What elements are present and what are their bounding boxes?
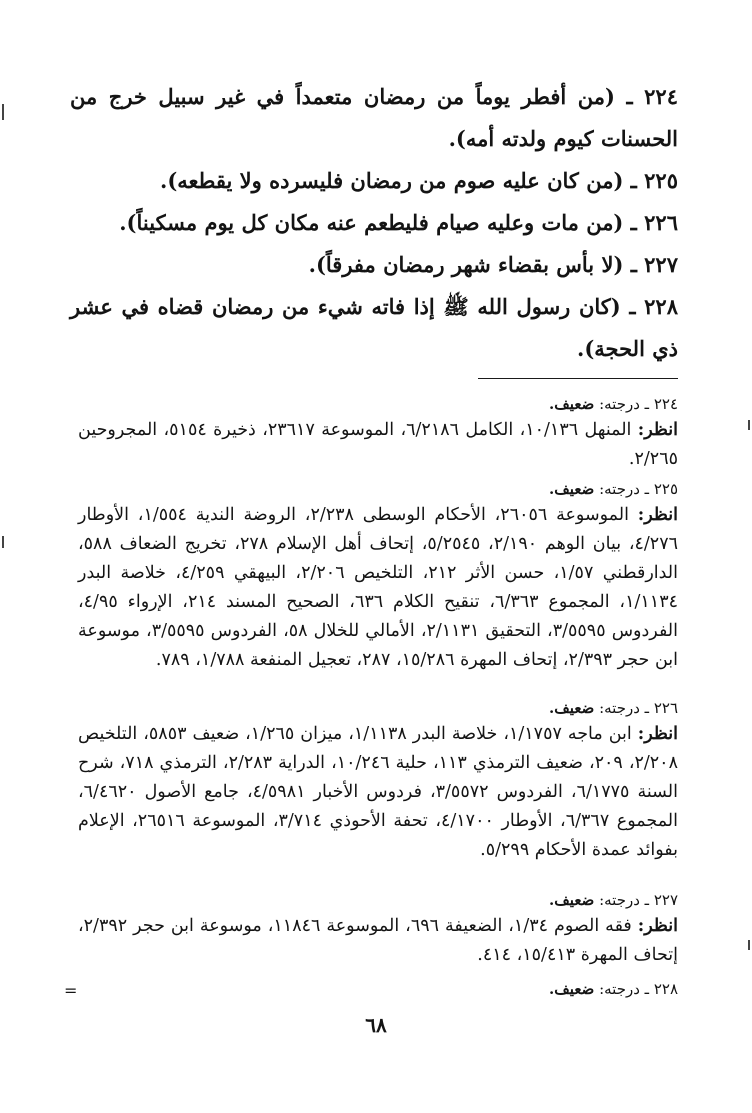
hadith-224: ٢٢٤ ـ (من أفطر يوماً من رمضان متعمداً في غير سبيل خرج من الحسنات كيوم ولدته أمه).: [70, 84, 678, 151]
page-number: ٦٨: [365, 1013, 387, 1037]
footnote-227-grade: ٢٢٧ ـ درجته: ضعيف.: [549, 891, 678, 909]
footnote-228-grade: ٢٢٨ ـ درجته: ضعيف.: [549, 980, 678, 998]
footnote-225-grade: ٢٢٥ ـ درجته: ضعيف.: [549, 480, 678, 498]
footnote-225-refs: انظر: الموسوعة ٢٦٠٥٦، الأحكام الوسطى ٢/٢٣٨، الروضة الندية ١/٥٥٤، الأوطار ٤/٢٧٦، بيان الوهم ٢/١٩٠، ٥/٢٥٤٥، إتحاف أهل الإسلام ٢٧٨، تخريج الضعاف ٥٨٨، الدارقطني ١/٥٧، حسن الأثر ٢١٢، التلخيص ٢/٢٠٦، البيهقي ٤/٢٥٩، خلاصة البدر ١/١١٣٤، المجموع ٦/٣٦٣، تنقيح الكلام ٦٣٦، الصحيح المسند ٢١٤، الإرواء ٤/٩٥، الفردوس ٣/٥٥٩٥، التحقيق ٢/١١٣١، الأمالي للخلال ٥٨، الفردوس ٣/٥٥٩٥، موسوعة ابن حجر ٢/٣٩٣، إتحاف المهرة ١٥/٢٨٦، ٢٨٧، تعجيل المنفعة ١/٧٨٨، ٧٨٩.: [78, 505, 679, 670]
scan-edge-mark: [2, 536, 4, 548]
footnote-224-refs: انظر: المنهل ١٠/١٣٦، الكامل ٦/٢١٨٦، الموسوعة ٢٣٦١٧، ذخيرة ٥١٥٤، المجروحين ٢/٢٦٥.: [78, 420, 679, 469]
hadith-228: ٢٢٨ ـ (كان رسول الله ﷺ إذا فاته شيء من رمضان قضاه في عشر ذي الحجة).: [70, 294, 678, 361]
scan-edge-mark: [748, 940, 750, 950]
footnote-226-refs: انظر: ابن ماجه ١/١٧٥٧، خلاصة البدر ١/١١٣٨، ميزان ١/٢٦٥، ضعيف ٥٨٥٣، التلخيص ٢/٢٠٨، ٢٠٩، ضعيف الترمذي ١١٣، حلية ١٠/٢٤٦، الدراية ٢/٢٨٣، الترمذي ٧١٨، شرح السنة ٦/١٧٧٥، الفردوس ٣/٥٥٧٢، فردوس الأخبار ٤/٥٩٨١، جامع الأصول ٦/٤٦٢٠، المجموع ٦/٣٦٧، الأوطار ٤/١٧٠٠، تحفة الأحوذي ٣/٧١٤، الموسوعة ٢٦٥١٦، الإعلام بفوائد عمدة الأحكام ٥/٢٩٩.: [78, 724, 679, 860]
hadith-226: ٢٢٦ ـ (من مات وعليه صيام فليطعم عنه مكان كل يوم مسكيناً).: [119, 210, 678, 235]
hadith-227: ٢٢٧ ـ (لا بأس بقضاء شهر رمضان مفرقاً).: [308, 252, 678, 277]
scan-edge-mark: [748, 420, 750, 430]
footnote-227-refs: انظر: فقه الصوم ١/٣٤، الضعيفة ٦٩٦، الموسوعة ١١٨٤٦، موسوعة ابن حجر ٢/٣٩٢، إتحاف المهرة ١٥/٤١٣، ٤١٤.: [78, 916, 678, 965]
hadith-225: ٢٢٥ ـ (من كان عليه صوم من رمضان فليسرده ولا يقطعه).: [160, 168, 678, 193]
scan-edge-mark: [2, 104, 4, 120]
continuation-mark: =: [64, 981, 78, 1000]
footnote-226-grade: ٢٢٦ ـ درجته: ضعيف.: [549, 699, 678, 717]
footnote-224-grade: ٢٢٤ ـ درجته: ضعيف.: [549, 395, 678, 413]
footnote-separator: [478, 378, 678, 379]
